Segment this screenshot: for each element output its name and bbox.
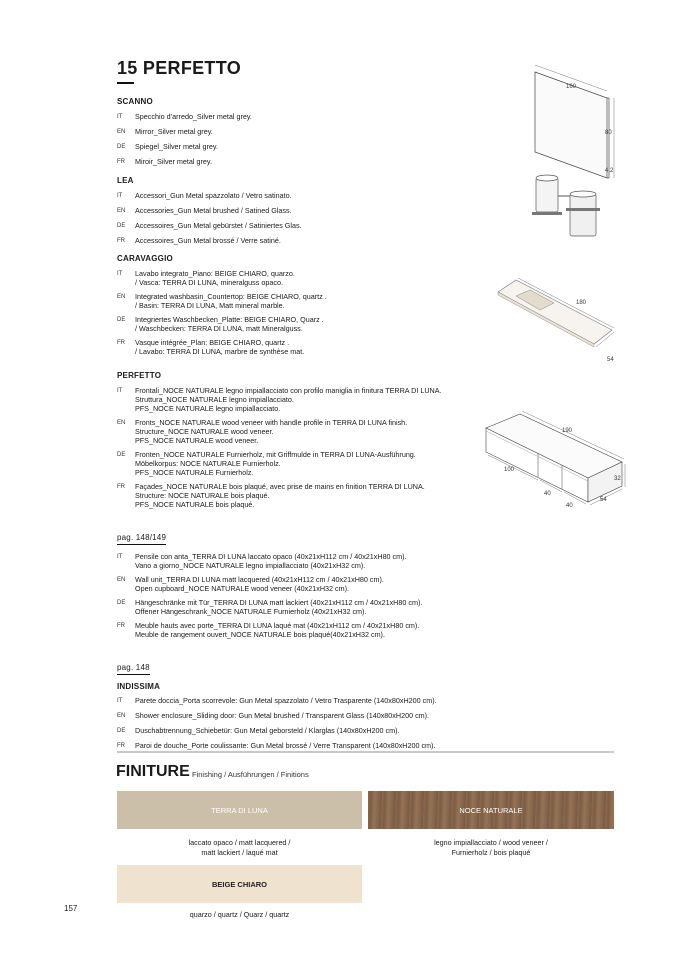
lang-code: DE	[117, 223, 126, 229]
cabinet-illustration	[482, 400, 627, 515]
lang-row	[117, 598, 477, 616]
lang-text: Mirror_Silver metal grey.	[135, 127, 213, 136]
lang-text: Specchio d’arredo_Silver metal grey.	[135, 112, 252, 121]
lang-code: FR	[117, 484, 125, 490]
lang-text: Lavabo integrato_Piano: BEIGE CHIARO, quarzo. / Vasca: TERRA DI LUNA, mineralguss opaco.	[135, 269, 295, 287]
dim-width: 160	[566, 84, 577, 90]
section-heading: LEA	[117, 176, 134, 185]
lang-code: FR	[117, 238, 125, 244]
swatch-caption: quarzo / quartz / Quarz / quartz	[189, 910, 290, 919]
lang-code: DE	[117, 728, 126, 734]
dim-height: 80	[605, 130, 612, 136]
swatch-terra-di-luna: TERRA DI LUNA	[117, 791, 362, 829]
section-perfetto	[117, 371, 497, 514]
lang-code: FR	[117, 623, 125, 629]
lang-row	[117, 315, 417, 333]
lang-text: Accessoires_Gun Metal gebürstet / Satiniertes Glas.	[135, 221, 302, 230]
page-number: 157	[64, 904, 78, 913]
accessories-illustration	[528, 170, 608, 240]
dim-depth: 54	[600, 497, 607, 503]
dim-module: 100	[504, 467, 515, 473]
lang-code: FR	[117, 743, 125, 749]
lang-code: DE	[117, 317, 126, 323]
lang-text: Frontali_NOCE NATURALE legno impiallacciato con profilo maniglia in finitura TERRA DI LUNA. Struttura_NOCE NATURALE legno impiallacciato. PFS_NOCE NATURALE legno impiallacciato.	[135, 386, 442, 413]
lang-row	[117, 269, 417, 287]
section-heading: CARAVAGGIO	[117, 254, 173, 263]
dim-depth: 4,2	[605, 168, 614, 174]
swatch-beige-chiaro: BEIGE CHIARO	[117, 865, 362, 903]
lang-row	[117, 206, 417, 216]
dim-drawer-b: 40	[566, 503, 573, 509]
lang-text: Shower enclosure_Sliding door: Gun Metal brushed / Transparent Glass (140x80xH200 cm).	[135, 711, 430, 720]
lang-row	[117, 292, 417, 310]
lang-text: Accessories_Gun Metal brushed / Satined Glass.	[135, 206, 292, 215]
lang-code: FR	[117, 159, 125, 165]
lang-row	[117, 482, 497, 509]
finishes-subtitle: Finishing / Ausführungen / Finitions	[192, 770, 309, 779]
lang-row	[117, 127, 417, 137]
lang-row	[117, 221, 417, 231]
lang-text: Façades_NOCE NATURALE bois plaqué, avec prise de mains en finition TERRA DI LUNA. Structure: NOCE NATURALE bois plaqué. PFS_NOCE NATURALE bois plaqué.	[135, 482, 425, 509]
lang-row	[117, 338, 417, 356]
dim-drawer-a: 40	[544, 491, 551, 497]
lang-row	[117, 726, 517, 736]
lang-row	[117, 386, 497, 413]
lang-text: Accessoires_Gun Metal brossé / Verre satiné.	[135, 236, 281, 245]
lang-row	[117, 552, 477, 570]
page-reference: pag. 148	[117, 663, 150, 675]
section-lea	[117, 176, 417, 251]
lang-row	[117, 711, 517, 721]
section-heading: INDISSIMA	[117, 682, 161, 691]
lang-text: Integrated washbasin_Countertop: BEIGE CHIARO, quartz . / Basin: TERRA DI LUNA, Matt mineral marble.	[135, 292, 327, 310]
dim-depth: 54	[607, 357, 614, 363]
section-pag-148	[117, 657, 517, 756]
section-caravaggio	[117, 254, 417, 361]
lang-text: Parete doccia_Porta scorrevole: Gun Metal spazzolato / Vetro Trasparente (140x80xH200 cm).	[135, 696, 437, 705]
lang-row	[117, 157, 417, 167]
lang-code: IT	[117, 114, 123, 120]
mirror-illustration	[525, 60, 625, 180]
lang-text: Wall unit_TERRA DI LUNA matt lacquered (40x21xH112 cm / 40x21xH80 cm). Open cupboard_NOCE NATURALE wood veneer (40x21xH32 cm).	[135, 575, 384, 593]
dim-height: 32	[614, 476, 621, 482]
lang-text: Spiegel_Silver metal grey.	[135, 142, 218, 151]
lang-text: Hängeschränke mit Tür_TERRA DI LUNA matt lackiert (40x21xH112 cm / 40x21xH80 cm). Offener Hängeschrank_NOCE NATURALE Furnierholz (40x21xH32 cm).	[135, 598, 423, 616]
lang-code: DE	[117, 452, 126, 458]
lang-row	[117, 696, 517, 706]
lang-text: Meuble hauts avec porte_TERRA DI LUNA laqué mat (40x21xH112 cm / 40x21xH80 cm). Meuble de rangement ouvert_NOCE NATURALE bois plaqué(40x21xH32 cm).	[135, 621, 420, 639]
lang-row	[117, 450, 497, 477]
section-heading: PERFETTO	[117, 371, 162, 380]
lang-code: EN	[117, 577, 126, 583]
lang-text: Paroi de douche_Porte coulissante: Gun Metal brossé / Verre Transparent (140x80xH200 cm).	[135, 741, 436, 750]
page-reference: pag. 148/149	[117, 533, 166, 545]
lang-text: Pensile con anta_TERRA DI LUNA laccato opaco (40x21xH112 cm / 40x21xH80 cm). Vano a giorno_NOCE NATURALE legno impiallacciato (40x21xH32 cm).	[135, 552, 407, 570]
section-pag-148-149	[117, 527, 477, 644]
lang-text: Duschabtrennung_Schiebetür: Gun Metal geborsteld / Klarglas (140x80xH200 cm).	[135, 726, 400, 735]
lang-row	[117, 621, 477, 639]
lang-row	[117, 741, 517, 751]
lang-row	[117, 112, 417, 122]
lang-code: EN	[117, 208, 126, 214]
lang-text: Accessori_Gun Metal spazzolato / Vetro satinato.	[135, 191, 292, 200]
finishes-title: FINITURE	[116, 763, 190, 780]
lang-code: IT	[117, 388, 123, 394]
lang-code: IT	[117, 554, 123, 560]
section-scanno	[117, 97, 417, 172]
lang-code: EN	[117, 294, 126, 300]
lang-row	[117, 418, 497, 445]
page-title: 15 PERFETTO	[117, 58, 242, 78]
lang-code: IT	[117, 193, 123, 199]
title-underline	[117, 82, 134, 84]
lang-text: Fronten_NOCE NATURALE Furnierholz, mit Griffmulde in TERRA DI LUNA-Ausführung. Möbelkorpus: NOCE NATURALE Furnierholz. PFS_NOCE NATURALE Furnierholz.	[135, 450, 416, 477]
section-heading: SCANNO	[117, 97, 153, 106]
lang-code: EN	[117, 129, 126, 135]
lang-text: Vasque intégrée_Plan: BEIGE CHIARO, quartz . / Lavabo: TERRA DI LUNA, marbre de synthèse mat.	[135, 338, 305, 356]
lang-code: FR	[117, 340, 125, 346]
divider	[117, 751, 614, 753]
lang-code: IT	[117, 698, 123, 704]
lang-code: EN	[117, 713, 126, 719]
lang-text: Miroir_Silver metal grey.	[135, 157, 212, 166]
lang-row	[117, 575, 477, 593]
lang-text: Fronts_NOCE NATURALE wood veneer with handle profile in TERRA DI LUNA finish. Structure_NOCE NATURALE wood veneer. PFS_NOCE NATURALE wood veneer.	[135, 418, 408, 445]
swatch-noce-naturale: NOCE NATURALE	[368, 791, 614, 829]
lang-text: Integriertes Waschbecken_Platte: BEIGE CHIARO, Quarz . / Waschbecken: TERRA DI LUNA, matt Mineralguss.	[135, 315, 324, 333]
lang-row	[117, 236, 417, 246]
swatch-caption: laccato opaco / matt lacquered / matt lackiert / laqué mat	[188, 838, 291, 857]
lang-code: DE	[117, 600, 126, 606]
lang-code: IT	[117, 271, 123, 277]
lang-code: EN	[117, 420, 126, 426]
lang-row	[117, 142, 417, 152]
dim-width: 180	[576, 300, 587, 306]
swatch-caption: legno impiallacciato / wood veneer / Furnierholz / bois plaqué	[434, 838, 548, 857]
lang-row	[117, 191, 417, 201]
lang-code: DE	[117, 144, 126, 150]
dim-width: 190	[562, 428, 573, 434]
basin-illustration	[496, 270, 626, 365]
